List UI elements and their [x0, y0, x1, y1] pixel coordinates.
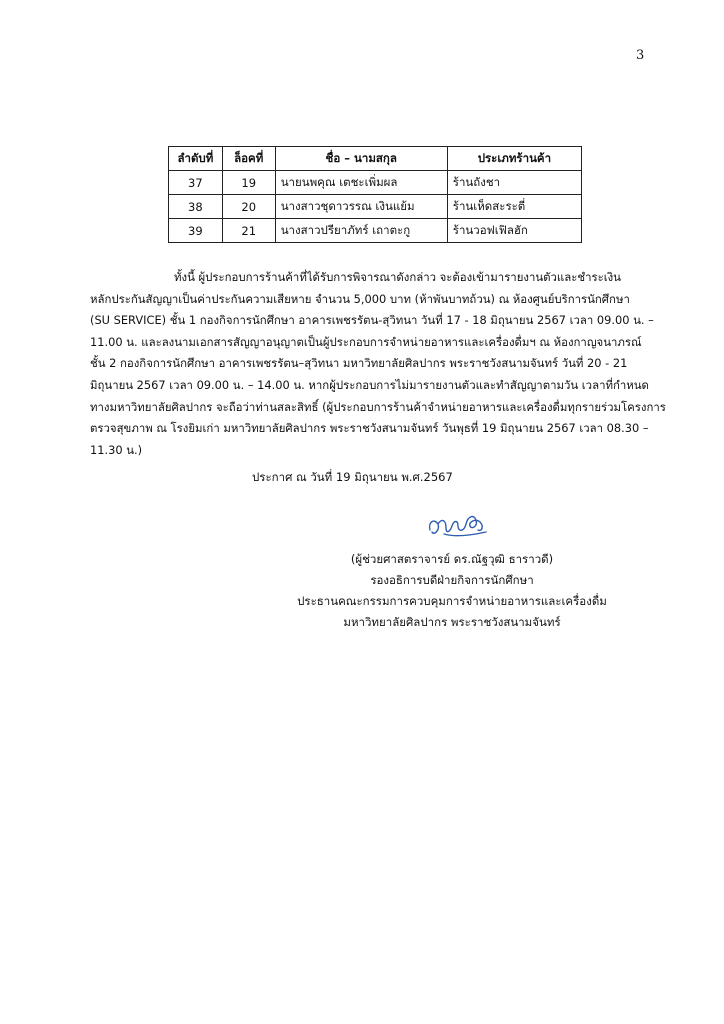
cell-full-name: นางสาวชุดาวรรณ เงินแย้ม	[275, 195, 447, 219]
body-line: ทางมหาวิทยาลัยศิลปากร จะถือว่าท่านสละสิทธิ์ (ผู้ประกอบการร้านค้าจำหน่ายอาหารและเครื่องดื่มทุกรายร่วมโครงการ	[90, 399, 666, 414]
vendor-table	[168, 146, 582, 243]
table-row	[169, 195, 582, 219]
body-line: มิถุนายน 2567 เวลา 09.00 น. – 14.00 น. หากผู้ประกอบการไม่มารายงานตัวและทำสัญญาตามวัน เวลาที่กำหนด	[90, 377, 649, 392]
cell-lock-no: 20	[222, 195, 275, 219]
signatory-title: รองอธิการบดีฝ่ายกิจการนักศึกษา	[370, 573, 534, 587]
handwritten-signature	[424, 508, 494, 542]
announcement-date: ประกาศ ณ วันที่ 19 มิถุนายน พ.ศ.2567	[252, 470, 453, 484]
body-line: ตรวจสุขภาพ ณ โรงยิมเก่า มหาวิทยาลัยศิลปากร พระราชวังสนามจันทร์ วันพุธที่ 19 มิถุนายน 2567 เวลา 08.30 –	[90, 421, 649, 436]
cell-order-no: 37	[169, 171, 223, 195]
body-line: ชั้น 2 กองกิจการนักศึกษา อาคารเพชรรัตน–สุวิทนา มหาวิทยาลัยศิลปากร พระราชวังสนามจันทร์ วันที่ 20 - 21	[90, 356, 628, 371]
header-lock-no: ล็อคที่	[222, 147, 275, 171]
body-paragraph	[90, 267, 666, 461]
cell-lock-no: 19	[222, 171, 275, 195]
header-order-no: ลำดับที่	[169, 147, 223, 171]
header-full-name: ชื่อ – นามสกุล	[275, 147, 447, 171]
cell-shop-type: ร้านวอฟเฟิลฮัก	[447, 219, 581, 243]
body-line: 11.00 น. และลงนามเอกสารสัญญาอนุญาตเป็นผู้ประกอบการจำหน่ายอาหารและเครื่องดื่มฯ ณ ห้องกาญจนาภรณ์	[90, 334, 642, 349]
table-row	[169, 219, 582, 243]
cell-shop-type: ร้านเห็ดสะระตี่	[447, 195, 581, 219]
body-line: ทั้งนี้ ผู้ประกอบการร้านค้าที่ได้รับการพิจารณาดังกล่าว จะต้องเข้ามารายงานตัวและชำระเงิน	[174, 270, 621, 284]
cell-order-no: 39	[169, 219, 223, 243]
body-line: หลักประกันสัญญาเป็นค่าประกันความเสียหาย จำนวน 5,000 บาท (ห้าพันบาทถ้วน) ณ ห้องศูนย์บริการนักศึกษา	[90, 291, 630, 306]
body-line: (SU SERVICE) ชั้น 1 กองกิจการนักศึกษา อาคารเพชรรัตน-สุวิทนา วันที่ 17 - 18 มิถุนายน 2567 เวลา 09.00 น. –	[90, 313, 654, 328]
body-line: 11.30 น.)	[90, 442, 143, 457]
cell-lock-no: 21	[222, 219, 275, 243]
cell-full-name: นางสาวปรียาภัทร์ เถาตะกู	[275, 219, 447, 243]
signatory-title: ประธานคณะกรรมการควบคุมการจำหน่ายอาหารและเครื่องดื่ม	[297, 594, 607, 608]
page-number: 3	[636, 48, 645, 63]
signatory-title: มหาวิทยาลัยศิลปากร พระราชวังสนามจันทร์	[343, 615, 561, 629]
signature-block	[0, 549, 724, 633]
header-shop-type: ประเภทร้านค้า	[447, 147, 581, 171]
table-row	[169, 171, 582, 195]
cell-order-no: 38	[169, 195, 223, 219]
signatory-name: (ผู้ช่วยศาสตราจารย์ ดร.ณัฐวุฒิ ธาราวดี)	[350, 552, 554, 566]
table-header-row	[169, 147, 582, 171]
cell-shop-type: ร้านถังชา	[447, 171, 581, 195]
cell-full-name: นายนพคุณ เตชะเพิ่มผล	[275, 171, 447, 195]
